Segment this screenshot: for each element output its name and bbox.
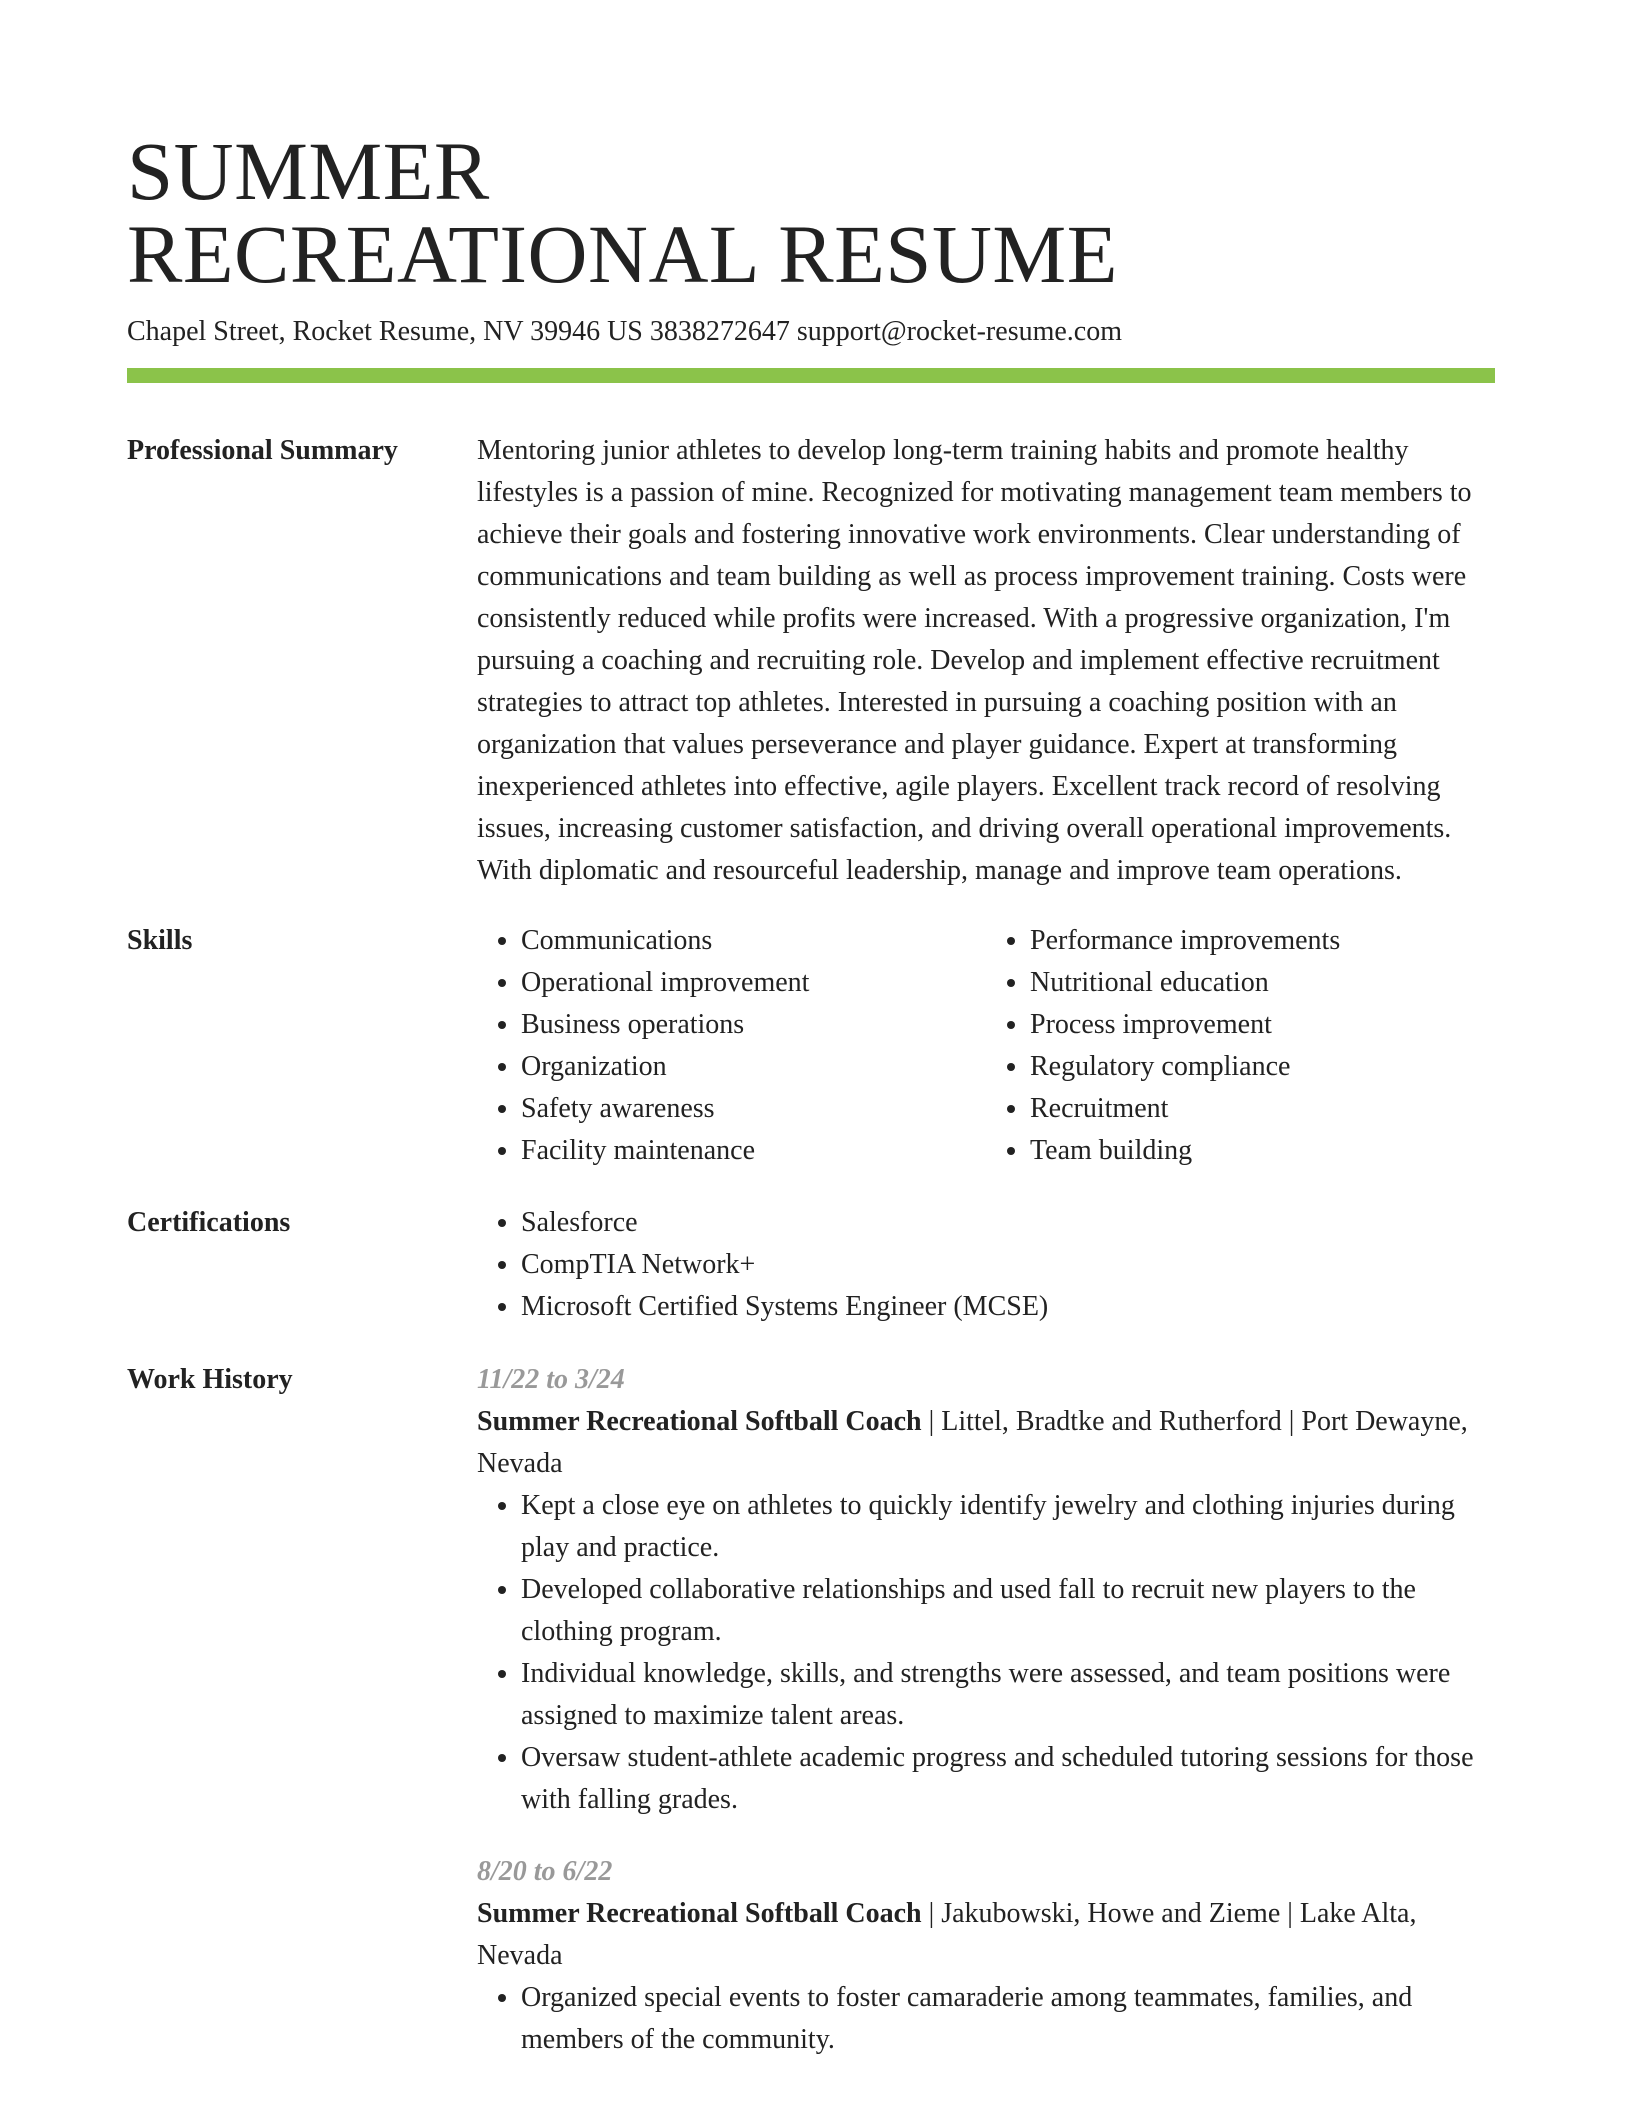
skill-item: • Operational improvement (521, 962, 986, 1004)
contact-info: Chapel Street, Rocket Resume, NV 39946 US 3838272647 support@rocket-resume.com (127, 316, 1122, 347)
skill-item: • Safety awareness (521, 1088, 986, 1130)
skill-item: • Nutritional education (1030, 962, 1495, 1004)
certification-item: • CompTIA Network+ (521, 1244, 1495, 1286)
job-bullets (477, 1977, 1495, 2061)
skill-item: • Organization (521, 1046, 986, 1088)
job-title-line (477, 1401, 1495, 1485)
skill-item: • Facility maintenance (521, 1130, 986, 1172)
job-title-line (477, 1893, 1495, 1977)
job-bullet: • Individual knowledge, skills, and strengths were assessed, and team positions were assigned to maximize talent areas. (521, 1653, 1495, 1737)
resume-title-line-1: SUMMER (127, 125, 490, 217)
job-title: Summer Recreational Softball Coach (477, 1898, 922, 1929)
job-bullet: • Kept a close eye on athletes to quickly identify jewelry and clothing injuries during play and practice. (521, 1485, 1495, 1569)
header-divider (127, 368, 1495, 383)
resume-title (127, 125, 1118, 300)
job-entry (477, 1359, 1495, 1821)
skill-item: • Recruitment (1030, 1088, 1495, 1130)
job-dates: 11/22 to 3/24 (477, 1364, 625, 1395)
certification-item: • Salesforce (521, 1202, 1495, 1244)
certifications-list (477, 1202, 1495, 1328)
job-bullet: • Organized special events to foster camaraderie among teammates, families, and members of the community. (521, 1977, 1495, 2061)
job-bullet: • Oversaw student-athlete academic progress and scheduled tutoring sessions for those with falling grades. (521, 1737, 1495, 1821)
section-label-professional-summary: Professional Summary (127, 435, 398, 466)
skill-item: • Communications (521, 920, 986, 962)
job-employer-location: | Littel, Bradtke and Rutherford | Port Dewayne, Nevada (477, 1406, 1468, 1479)
section-label-skills: Skills (127, 925, 193, 956)
skills-column-1 (477, 920, 986, 1172)
job-entry (477, 1851, 1495, 2061)
job-employer-location: | Jakubowski, Howe and Zieme | Lake Alta, Nevada (477, 1898, 1417, 1971)
resume-title-line-2: RECREATIONAL RESUME (127, 208, 1118, 300)
skill-item: • Business operations (521, 1004, 986, 1046)
section-label-work-history: Work History (127, 1364, 293, 1395)
job-bullet: • Developed collaborative relationships and used fall to recruit new players to the clothing program. (521, 1569, 1495, 1653)
summary-text: Mentoring junior athletes to develop long-term training habits and promote healthy lifestyles is a passion of mine. Recognized for motivating management team members to achieve their goals and fostering innovative work environments. Clear understanding of communications and team building as well as process improvement training. Costs were consistently reduced while profits were increased. With a progressive organization, I'm pursuing a coaching and recruiting role. Develop and implement effective recruitment strategies to attract top athletes. Interested in pursuing a coaching position with an organization that values perseverance and player guidance. Expert at transforming inexperienced athletes into effective, agile players. Excellent track record of resolving issues, increasing customer satisfaction, and driving overall operational improvements. With diplomatic and resourceful leadership, manage and improve team operations. (477, 435, 1472, 886)
skill-item: • Process improvement (1030, 1004, 1495, 1046)
skill-item: • Regulatory compliance (1030, 1046, 1495, 1088)
skill-item: • Team building (1030, 1130, 1495, 1172)
skill-item: • Performance improvements (1030, 920, 1495, 962)
skills-column-2 (986, 920, 1495, 1172)
job-dates: 8/20 to 6/22 (477, 1856, 613, 1887)
job-title: Summer Recreational Softball Coach (477, 1406, 922, 1437)
section-label-certifications: Certifications (127, 1207, 291, 1238)
certification-item: • Microsoft Certified Systems Engineer (MCSE) (521, 1286, 1495, 1328)
job-bullets (477, 1485, 1495, 1821)
